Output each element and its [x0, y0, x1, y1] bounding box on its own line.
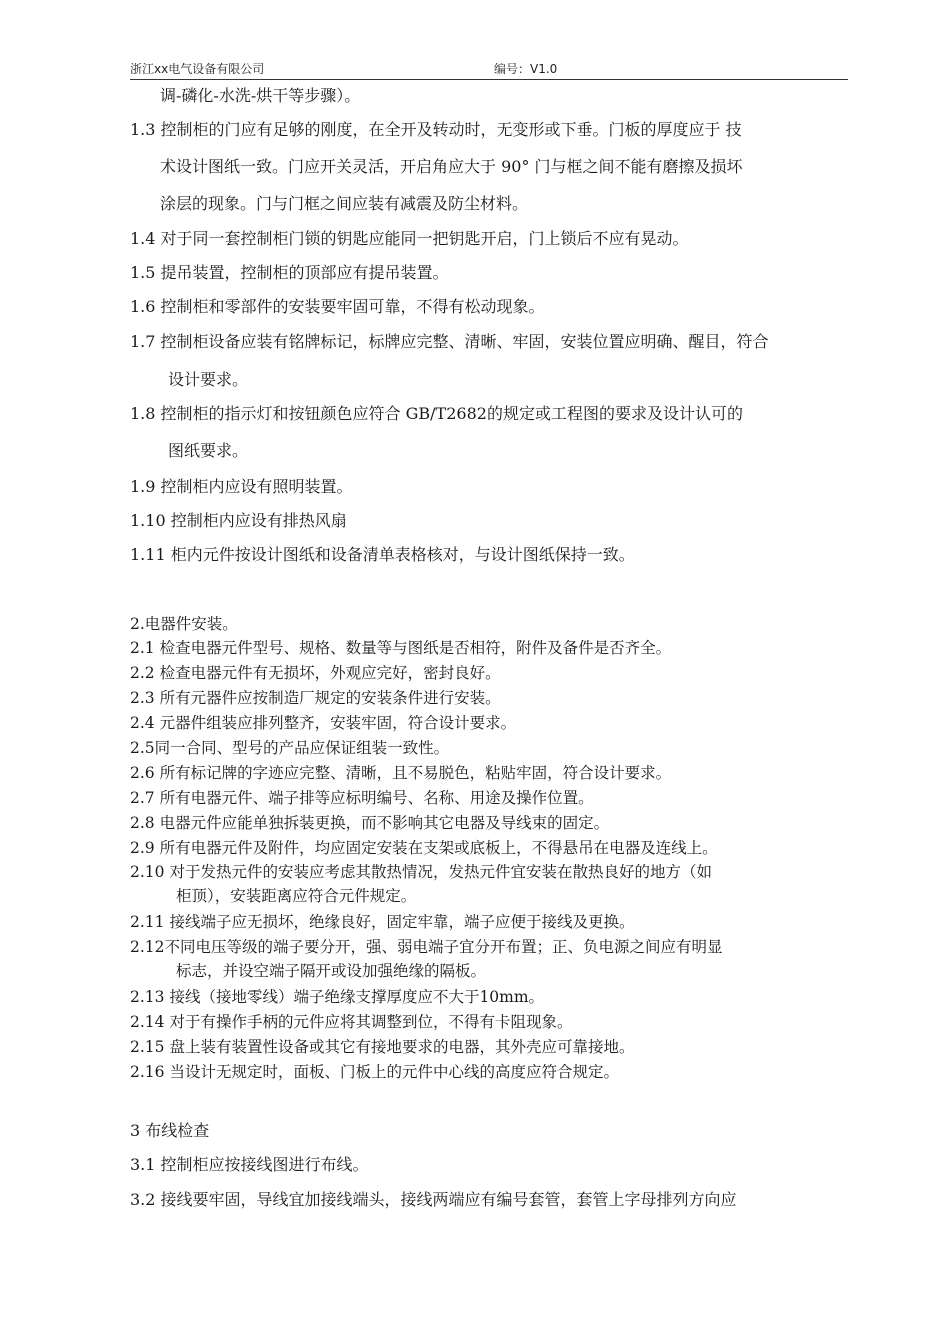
paragraph-line: 1.3 控制柜的门应有足够的刚度，在全开及转动时，无变形或下垂。门板的厚度应于 技	[130, 120, 742, 139]
paragraph-line: 2.4 元器件组装应排列整齐，安装牢固，符合设计要求。	[130, 714, 517, 732]
paragraph-line: 2.11 接线端子应无损坏，绝缘良好，固定牢靠，端子应便于接线及更换。	[130, 913, 635, 931]
paragraph-line: 1.8 控制柜的指示灯和按钮颜色应符合 GB/T2682的规定或工程图的要求及设计认可的	[130, 404, 743, 423]
document-number: 编号：V1.0	[494, 62, 558, 76]
paragraph-line: 2.6 所有标记牌的字迹应完整、清晰，且不易脱色，粘贴牢固，符合设计要求。	[130, 764, 672, 782]
paragraph-line: 1.5 提吊装置，控制柜的顶部应有提吊装置。	[130, 263, 449, 282]
paragraph-line: 2.12不同电压等级的端子要分开，强、弱电端子宜分开布置；正、负电源之间应有明显	[130, 938, 723, 956]
paragraph-line: 1.4 对于同一套控制柜门锁的钥匙应能同一把钥匙开启，门上锁后不应有晃动。	[130, 229, 689, 248]
paragraph-line: 标志，并设空端子隔开或设加强绝缘的隔板。	[176, 962, 487, 980]
paragraph-line: 1.9 控制柜内应设有照明装置。	[130, 477, 353, 496]
paragraph-line: 2.1 检查电器元件型号、规格、数量等与图纸是否相符，附件及备件是否齐全。	[130, 639, 672, 657]
paragraph-line: 柜顶），安装距离应符合元件规定。	[176, 887, 417, 905]
paragraph-line: 图纸要求。	[168, 441, 249, 460]
paragraph-line: 2.10 对于发热元件的安装应考虑其散热情况，发热元件宜安装在散热良好的地方（如	[130, 863, 712, 881]
paragraph-line: 2.2 检查电器元件有无损坏，外观应完好，密封良好。	[130, 664, 501, 682]
paragraph-line: 2.14 对于有操作手柄的元件应将其调整到位，不得有卡阻现象。	[130, 1013, 573, 1031]
section-title: 3 布线检查	[130, 1121, 210, 1140]
paragraph-line: 调-磷化-水洗-烘干等步骤）。	[160, 86, 361, 105]
paragraph-line: 2.13 接线（接地零线）端子绝缘支撑厚度应不大于10mm。	[130, 988, 545, 1006]
paragraph-line: 2.15 盘上装有装置性设备或其它有接地要求的电器，其外壳应可靠接地。	[130, 1038, 635, 1056]
paragraph-line: 2.8 电器元件应能单独拆装更换，而不影响其它电器及导线束的固定。	[130, 814, 610, 832]
paragraph-line: 涂层的现象。门与门框之间应装有减震及防尘材料。	[160, 194, 529, 213]
header-divider	[130, 79, 848, 80]
paragraph-line: 2.7 所有电器元件、端子排等应标明编号、名称、用途及操作位置。	[130, 789, 594, 807]
company-name: 浙江xx电气设备有限公司	[130, 62, 265, 76]
paragraph-line: 设计要求。	[168, 370, 249, 389]
paragraph-line: 3.2 接线要牢固，导线宜加接线端头，接线两端应有编号套管，套管上字母排列方向应	[130, 1190, 737, 1209]
paragraph-line: 2.5同一合同、型号的产品应保证组装一致性。	[130, 739, 450, 757]
section-title: 2.电器件安装。	[130, 615, 238, 633]
paragraph-line: 2.9 所有电器元件及附件，均应固定安装在支架或底板上，不得悬吊在电器及连线上。	[130, 839, 718, 857]
paragraph-line: 3.1 控制柜应按接线图进行布线。	[130, 1155, 369, 1174]
paragraph-line: 1.7 控制柜设备应装有铭牌标记，标牌应完整、清晰、牢固，安装位置应明确、醒目，符合	[130, 332, 769, 351]
paragraph-line: 1.10 控制柜内应设有排热风扇	[130, 511, 347, 530]
paragraph-line: 1.6 控制柜和零部件的安装要牢固可靠，不得有松动现象。	[130, 297, 545, 316]
paragraph-line: 2.16 当设计无规定时，面板、门板上的元件中心线的高度应符合规定。	[130, 1063, 619, 1081]
page-header	[130, 60, 848, 78]
paragraph-line: 1.11 柜内元件按设计图纸和设备清单表格核对，与设计图纸保持一致。	[130, 545, 635, 564]
paragraph-line: 术设计图纸一致。门应开关灵活，开启角应大于 90° 门与框之间不能有磨擦及损坏	[160, 157, 743, 176]
paragraph-line: 2.3 所有元器件应按制造厂规定的安装条件进行安装。	[130, 689, 501, 707]
